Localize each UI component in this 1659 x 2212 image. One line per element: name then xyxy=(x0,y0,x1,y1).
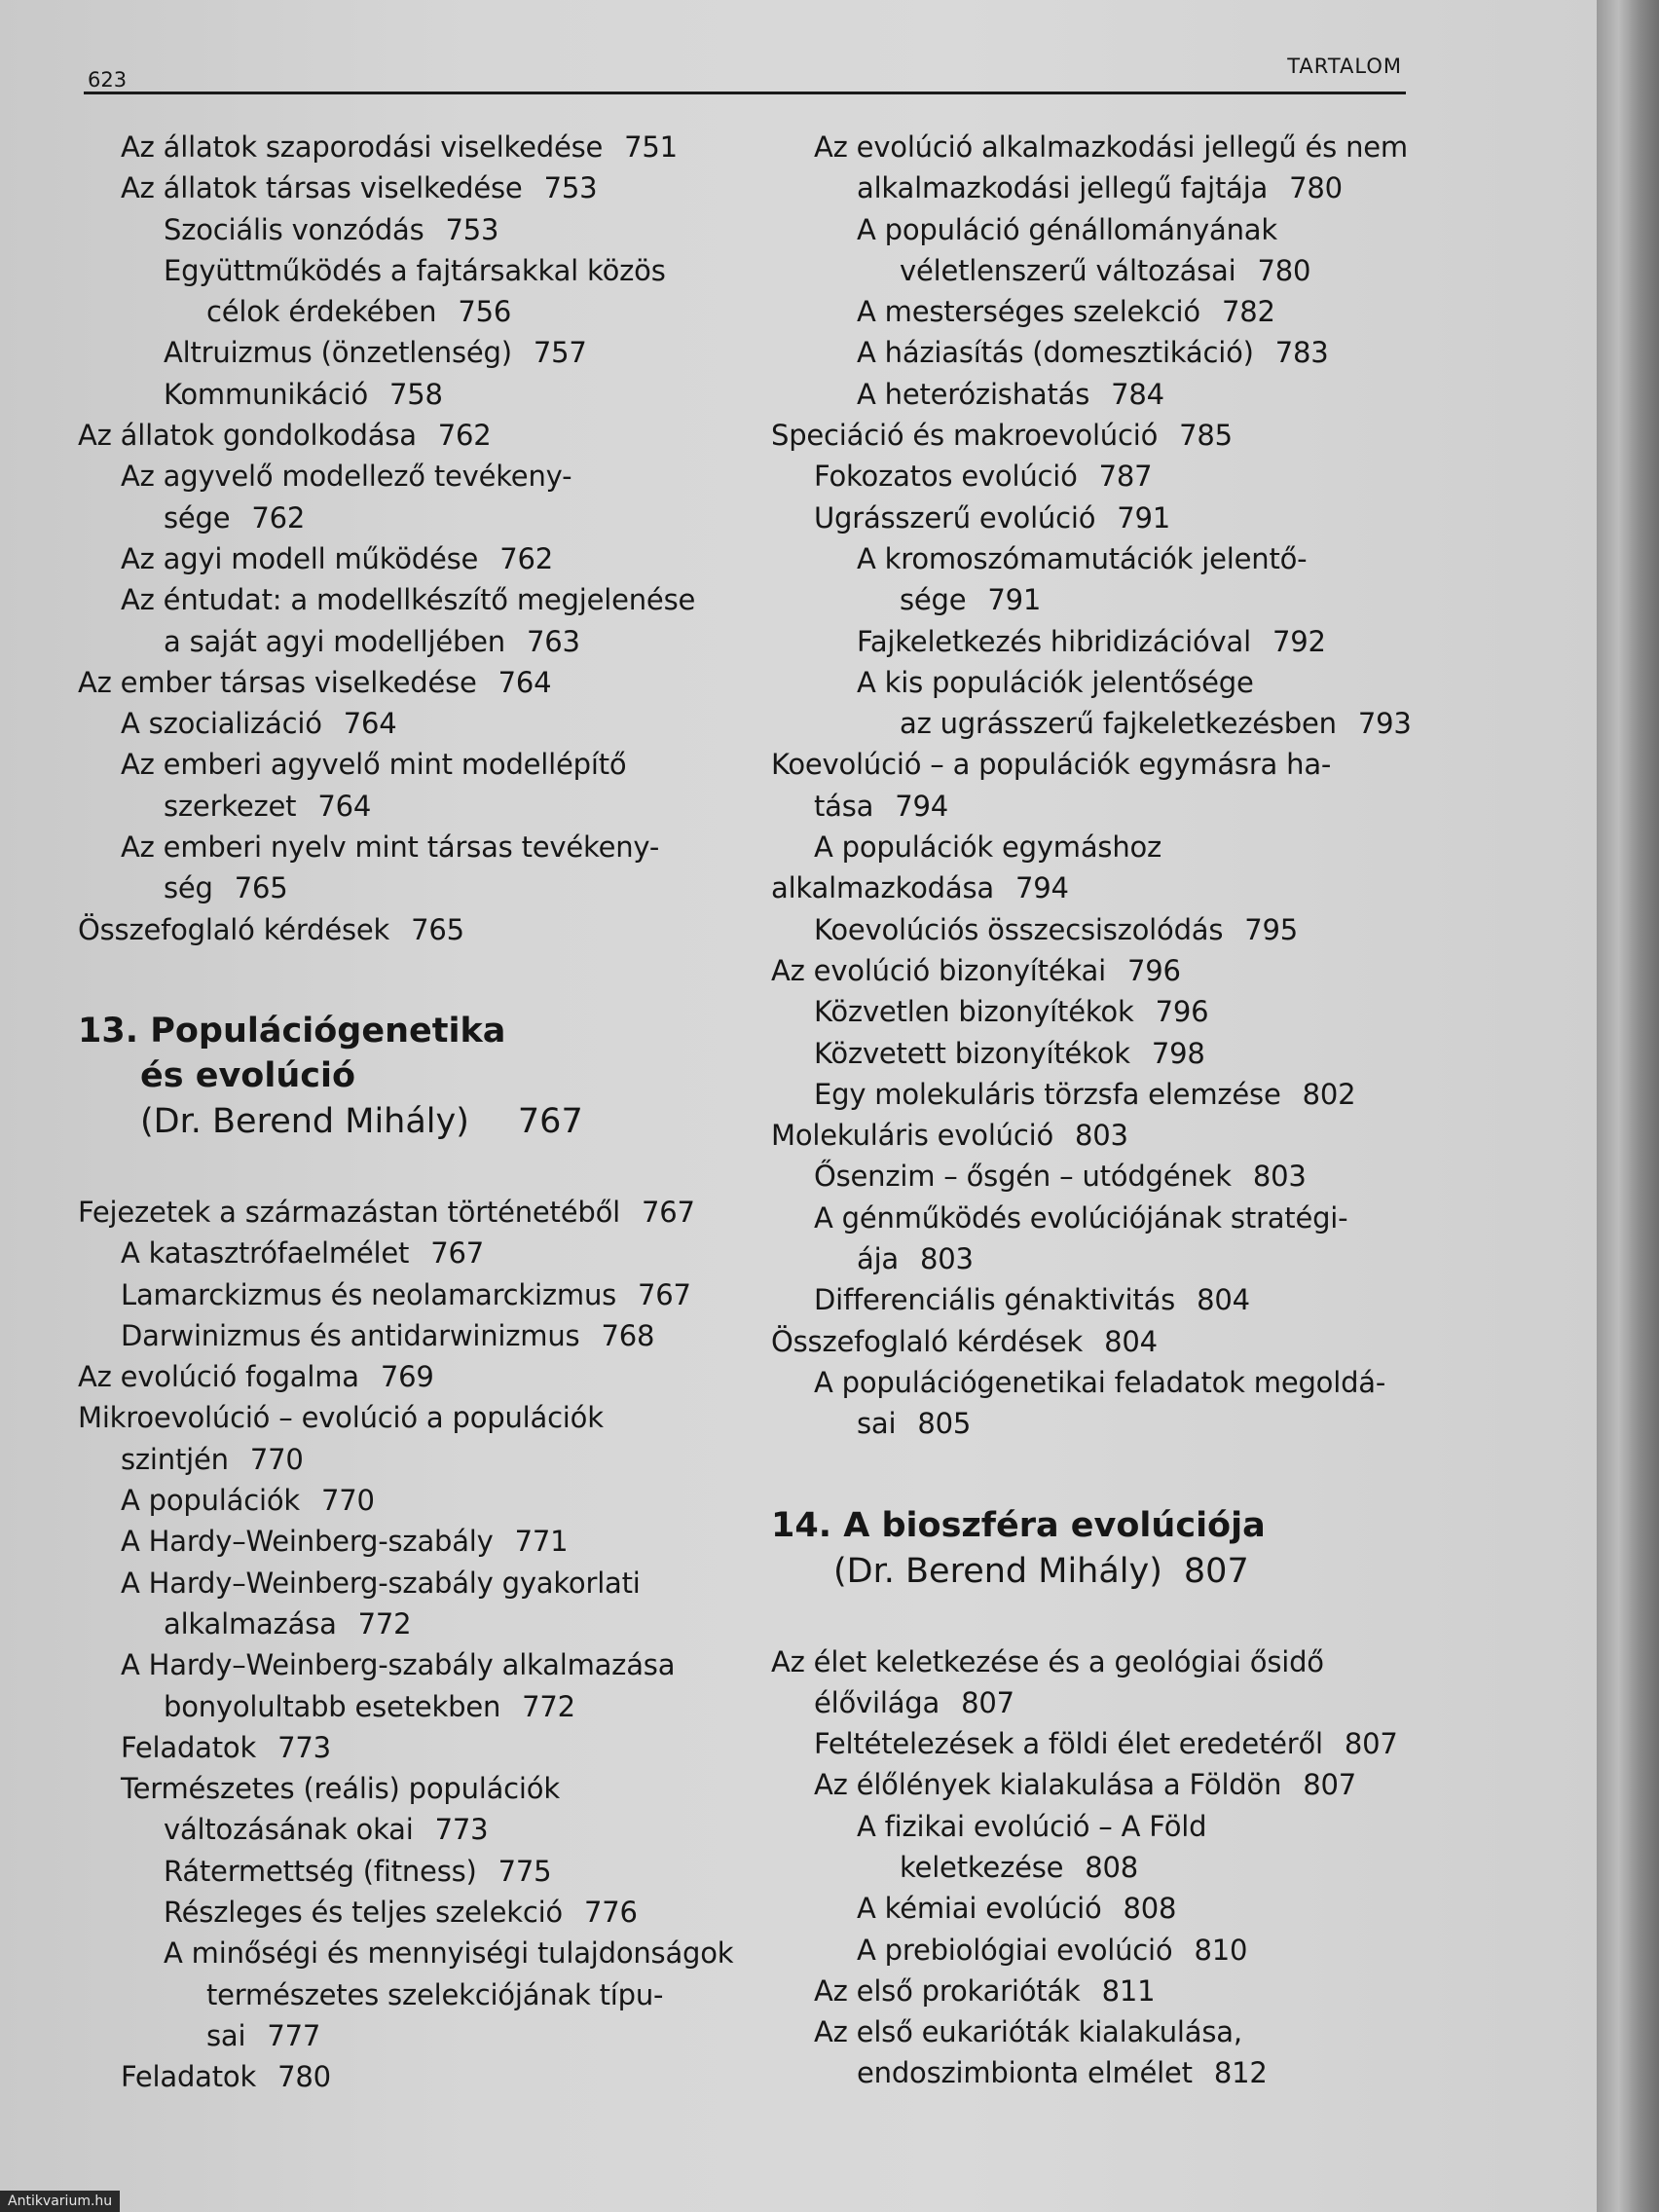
toc-entry-line xyxy=(78,662,759,703)
toc-page-number: 784 xyxy=(1111,377,1164,411)
toc-entry-text: A kromoszómamutációk jelentő- xyxy=(857,541,1308,575)
toc-entry-text: ája xyxy=(857,1242,899,1276)
toc-page-number: 804 xyxy=(1197,1283,1250,1317)
toc-page-number: 782 xyxy=(1221,295,1275,329)
toc-entry-text: Koevolúciós összecsiszolódás xyxy=(814,912,1224,946)
toc-entry-line xyxy=(78,1274,759,1315)
toc-entry-line xyxy=(78,332,759,373)
toc-page-number: 807 xyxy=(1344,1727,1398,1761)
toc-entry-text: A populációgenetikai feladatok megoldá- xyxy=(814,1365,1386,1399)
toc-entry-line xyxy=(771,498,1433,538)
toc-entry-text: az ugrásszerű fajkeletkezésben xyxy=(900,707,1337,741)
toc-entry-text: Darwinizmus és antidarwinizmus xyxy=(121,1318,580,1352)
toc-entry-text: A kis populációk jelentősége xyxy=(857,665,1254,699)
toc-entry-line xyxy=(771,744,1433,785)
toc-page-number: 773 xyxy=(277,1730,331,1764)
chapter-heading-14 xyxy=(771,1503,1433,1595)
toc-entry-line xyxy=(78,456,759,497)
toc-entry-line xyxy=(771,579,1433,620)
toc-entry-line xyxy=(78,415,759,456)
toc-entry-line xyxy=(78,167,759,208)
toc-entry-line xyxy=(771,950,1433,991)
toc-page-number: 803 xyxy=(1252,1160,1307,1194)
toc-page-number: 777 xyxy=(267,2018,321,2052)
toc-entry-text: A prebiológiai evolúció xyxy=(857,1933,1173,1967)
toc-entry-line xyxy=(771,703,1433,744)
toc-entry-text: A mesterséges szelekció xyxy=(857,295,1200,329)
watermark: Antikvarium.hu xyxy=(0,2191,120,2212)
toc-entry-line xyxy=(771,1764,1433,1805)
toc-entry-line xyxy=(78,1851,759,1892)
toc-entry-text: szintjén xyxy=(121,1442,229,1476)
toc-entry-line xyxy=(78,2015,759,2056)
toc-entries-bottom xyxy=(78,1192,759,2098)
toc-entry-text: Feltételezések a földi élet eredetéről xyxy=(814,1727,1323,1761)
toc-entry-line xyxy=(771,1806,1433,1847)
toc-entry-text: Az agyi modell működése xyxy=(121,541,479,575)
toc-page-number: 776 xyxy=(583,1895,638,1929)
toc-entry-line xyxy=(78,744,759,785)
toc-entry-text: véletlenszerű változásai xyxy=(900,253,1236,287)
toc-entries-bottom xyxy=(771,1641,1433,2094)
toc-entry-text: Az élőlények kialakulása a Földön xyxy=(814,1768,1282,1802)
toc-entry-text: Ősenzim – ősgén – utódgének xyxy=(814,1160,1232,1194)
toc-entry-line xyxy=(78,621,759,662)
toc-entry-line xyxy=(771,621,1433,662)
toc-page-number: 770 xyxy=(249,1442,304,1476)
toc-entry-text: A Hardy–Weinberg-szabály alkalmazása xyxy=(121,1648,676,1682)
toc-entry-line xyxy=(771,1723,1433,1764)
toc-entry-text: alkalmazása xyxy=(164,1606,337,1641)
toc-entry-line xyxy=(771,1888,1433,1929)
toc-page-number: 802 xyxy=(1302,1077,1356,1111)
toc-entry-text: szerkezet xyxy=(164,789,297,823)
chapter-number: 13. xyxy=(78,1011,139,1051)
toc-entry-text: A szocializáció xyxy=(121,707,322,741)
toc-page-number: 798 xyxy=(1151,1036,1205,1070)
chapter-heading-13 xyxy=(78,1009,759,1145)
toc-entry-line xyxy=(78,127,759,167)
toc-entry-line xyxy=(78,1974,759,2015)
toc-page-number: 764 xyxy=(317,789,372,823)
toc-page-number: 780 xyxy=(1289,171,1343,205)
toc-entry-line xyxy=(771,1279,1433,1320)
toc-page-number: 805 xyxy=(917,1407,972,1441)
toc-entry-line xyxy=(771,867,1433,908)
toc-entry-line xyxy=(78,579,759,620)
toc-entry-text: Feladatok xyxy=(121,2060,257,2094)
toc-entry-text: Feladatok xyxy=(121,1730,257,1764)
toc-entry-line xyxy=(771,1362,1433,1403)
toc-entry-text: Természetes (reális) populációk xyxy=(121,1772,560,1806)
toc-entry-text: sai xyxy=(206,2018,246,2052)
toc-entry-text: Egy molekuláris törzsfa elemzése xyxy=(814,1077,1281,1111)
toc-entry-text: A Hardy–Weinberg-szabály gyakorlati xyxy=(121,1566,641,1600)
toc-entry-line xyxy=(771,1971,1433,2011)
toc-entry-line xyxy=(771,291,1433,332)
toc-right-column xyxy=(771,127,1433,2094)
toc-entry-text: Rátermettség (fitness) xyxy=(164,1854,477,1888)
toc-page-number: 794 xyxy=(895,789,948,823)
toc-entry-line xyxy=(771,415,1433,456)
toc-entry-line xyxy=(771,662,1433,703)
toc-entry-text: Lamarckizmus és neolamarckizmus xyxy=(121,1277,617,1311)
toc-entry-line xyxy=(78,1397,759,1438)
toc-page-number: 771 xyxy=(514,1525,569,1559)
toc-entry-line xyxy=(78,1604,759,1644)
toc-entry-line xyxy=(771,250,1433,291)
toc-entry-text: alkalmazkodása xyxy=(771,871,994,905)
toc-page-number: 780 xyxy=(277,2060,331,2094)
toc-entry-text: Az első eukarióták kialakulása, xyxy=(814,2015,1242,2049)
toc-page-number: 758 xyxy=(389,377,443,411)
toc-entry-text: A populációk xyxy=(121,1484,300,1518)
toc-entries-top xyxy=(78,127,759,950)
toc-page-number: 768 xyxy=(601,1318,655,1352)
toc-page-number: 773 xyxy=(434,1813,489,1847)
toc-entry-text: Együttműködés a fajtársakkal közös xyxy=(164,253,666,287)
toc-entry-line xyxy=(78,1892,759,1933)
toc-entry-line xyxy=(78,1644,759,1685)
toc-entry-line xyxy=(771,827,1433,867)
toc-page-number: 753 xyxy=(445,212,499,246)
toc-entry-line xyxy=(78,786,759,827)
toc-entry-text: Az emberi nyelv mint társas tevékeny- xyxy=(121,830,660,865)
toc-entry-text: Az állatok társas viselkedése xyxy=(121,171,523,205)
toc-entry-text: A katasztrófaelmélet xyxy=(121,1236,410,1271)
toc-entry-text: Speciáció és makroevolúció xyxy=(771,419,1159,453)
toc-page-number: 764 xyxy=(343,707,397,741)
toc-entry-line xyxy=(771,456,1433,497)
toc-entry-line xyxy=(78,1192,759,1233)
toc-page-number: 772 xyxy=(522,1689,575,1723)
toc-entry-line xyxy=(771,909,1433,950)
chapter-author: (Dr. Berend Mihály) xyxy=(140,1101,469,1141)
toc-entry-text: Az ember társas viselkedése xyxy=(78,665,477,699)
toc-entry-line xyxy=(771,991,1433,1032)
toc-page-number: 767 xyxy=(430,1236,484,1271)
toc-entry-text: Összefoglaló kérdések xyxy=(771,1324,1084,1358)
toc-entry-line xyxy=(771,1074,1433,1115)
toc-page-number: 804 xyxy=(1104,1324,1158,1358)
chapter-title-line2: és evolúció xyxy=(140,1055,356,1095)
toc-entry-text: A populációk egymáshoz xyxy=(814,830,1162,865)
toc-page-number: 769 xyxy=(380,1360,434,1394)
toc-page-number: 812 xyxy=(1213,2056,1268,2090)
toc-page-number: 791 xyxy=(987,583,1042,617)
toc-entry-line xyxy=(78,209,759,250)
toc-entry-text: élővilága xyxy=(814,1685,940,1719)
toc-page-number: 808 xyxy=(1123,1892,1177,1926)
toc-page-number: 808 xyxy=(1085,1850,1139,1884)
toc-entry-text: természetes szelekciójának típu- xyxy=(206,1977,664,2011)
toc-entry-line xyxy=(771,2011,1433,2052)
toc-entry-line xyxy=(78,498,759,538)
toc-entry-line xyxy=(771,332,1433,373)
toc-entry-line xyxy=(771,1238,1433,1279)
toc-entry-text: Az evolúció alkalmazkodási jellegű és nem xyxy=(814,130,1408,164)
toc-entry-line xyxy=(78,1480,759,1521)
toc-page-number: 765 xyxy=(234,871,288,905)
toc-entry-line xyxy=(771,167,1433,208)
toc-page-number: 780 xyxy=(1257,253,1311,287)
toc-entry-text: Az evolúció bizonyítékai xyxy=(771,953,1106,987)
toc-entry-line xyxy=(771,1641,1433,1682)
toc-entry-text: alkalmazkodási jellegű fajtája xyxy=(857,171,1269,205)
toc-page-number: 762 xyxy=(437,419,492,453)
toc-entry-text: sai xyxy=(857,1407,897,1441)
toc-entry-line xyxy=(771,374,1433,415)
toc-entry-line xyxy=(78,1933,759,1973)
toc-entry-text: bonyolultabb esetekben xyxy=(164,1689,501,1723)
page-edge xyxy=(1597,0,1659,2212)
toc-page-number: 762 xyxy=(251,500,306,535)
toc-entry-text: Az agyvelő modellező tevékeny- xyxy=(121,460,572,494)
page-header xyxy=(84,53,1406,94)
toc-entry-line xyxy=(78,1563,759,1604)
toc-entry-line xyxy=(78,703,759,744)
toc-entry-line xyxy=(78,538,759,579)
toc-entry-text: Differenciális génaktivitás xyxy=(814,1283,1176,1317)
toc-entry-line xyxy=(78,1521,759,1562)
toc-entry-line xyxy=(771,1156,1433,1197)
toc-entry-text: Molekuláris evolúció xyxy=(771,1119,1054,1153)
chapter-title-line1: Populációgenetika xyxy=(150,1011,506,1051)
toc-page-number: 783 xyxy=(1274,336,1329,370)
toc-entry-text: ség xyxy=(164,871,213,905)
chapter-author-line xyxy=(771,1548,1433,1595)
toc-entry-line xyxy=(771,1321,1433,1362)
toc-entry-line xyxy=(78,1809,759,1850)
toc-page-number: 794 xyxy=(1014,871,1069,905)
toc-entry-text: Az evolúció fogalma xyxy=(78,1360,359,1394)
chapter-author: (Dr. Berend Mihály) xyxy=(833,1551,1162,1591)
toc-page-number: 793 xyxy=(1357,707,1412,741)
toc-page-number: 751 xyxy=(624,130,678,164)
toc-page-number: 765 xyxy=(411,912,464,946)
chapter-page: 767 xyxy=(517,1101,583,1141)
toc-entry-line xyxy=(78,1315,759,1356)
toc-entry-line xyxy=(78,374,759,415)
toc-page-number: 753 xyxy=(543,171,598,205)
running-head: TARTALOM xyxy=(1287,55,1402,78)
toc-entry-text: célok érdekében xyxy=(206,295,437,329)
toc-page-number: 803 xyxy=(920,1242,974,1276)
toc-entry-line xyxy=(771,1403,1433,1444)
toc-page-number: 772 xyxy=(357,1606,412,1641)
toc-entry-text: Koevolúció – a populációk egymásra ha- xyxy=(771,748,1332,782)
toc-entry-text: Szociális vonzódás xyxy=(164,212,424,246)
toc-entry-text: A háziasítás (domesztikáció) xyxy=(857,336,1254,370)
toc-entry-text: változásának okai xyxy=(164,1813,414,1847)
toc-entry-text: Altruizmus (önzetlenség) xyxy=(164,336,512,370)
toc-entry-text: Az első prokarióták xyxy=(814,1973,1081,2008)
toc-entry-text: Az élet keletkezése és a geológiai ősidő xyxy=(771,1644,1324,1678)
toc-entry-line xyxy=(78,291,759,332)
toc-entry-text: Fejezetek a származástan történetéből xyxy=(78,1195,620,1229)
toc-left-column xyxy=(78,127,759,2097)
toc-page-number: 796 xyxy=(1126,953,1181,987)
toc-entry-text: Közvetlen bizonyítékok xyxy=(814,995,1134,1029)
toc-entry-text: Fajkeletkezés hibridizációval xyxy=(857,624,1251,658)
toc-entry-text: Az állatok szaporodási viselkedése xyxy=(121,130,604,164)
toc-entry-text: Az állatok gondolkodása xyxy=(78,419,417,453)
toc-entry-line xyxy=(78,2056,759,2097)
toc-entry-text: A génműködés evolúciójának stratégi- xyxy=(814,1200,1348,1235)
chapter-title xyxy=(78,1009,759,1098)
toc-entry-line xyxy=(78,1439,759,1480)
toc-entry-line xyxy=(78,1356,759,1397)
toc-page-number: 796 xyxy=(1155,995,1209,1029)
toc-entry-text: Összefoglaló kérdések xyxy=(78,912,390,946)
toc-entries-top xyxy=(771,127,1433,1445)
toc-entry-text: Részleges és teljes szelekció xyxy=(164,1895,563,1929)
toc-entry-text: Az éntudat: a modellkészítő megjelenése xyxy=(121,583,696,617)
toc-page-number: 803 xyxy=(1075,1119,1128,1153)
toc-entry-line xyxy=(771,209,1433,250)
toc-page-number: 807 xyxy=(1303,1768,1357,1802)
toc-page-number: 810 xyxy=(1194,1933,1248,1967)
toc-page-number: 763 xyxy=(527,624,580,658)
toc-entry-text: Fokozatos evolúció xyxy=(814,460,1078,494)
toc-page-number: 757 xyxy=(533,336,587,370)
toc-entry-text: a saját agyi modelljében xyxy=(164,624,505,658)
toc-entry-line xyxy=(771,538,1433,579)
toc-page-number: 785 xyxy=(1179,419,1233,453)
chapter-page: 807 xyxy=(1183,1551,1249,1591)
toc-entry-text: A Hardy–Weinberg-szabály xyxy=(121,1525,494,1559)
toc-page-number: 787 xyxy=(1098,460,1153,494)
toc-entry-line xyxy=(771,1033,1433,1074)
toc-page-number: 764 xyxy=(498,665,552,699)
toc-page-number: 756 xyxy=(458,295,512,329)
toc-entry-text: A populáció génállományának xyxy=(857,212,1277,246)
toc-entry-line xyxy=(78,1768,759,1809)
toc-page-number: 767 xyxy=(638,1277,691,1311)
toc-entry-line xyxy=(771,786,1433,827)
toc-entry-text: Az emberi agyvelő mint modellépítő xyxy=(121,748,627,782)
toc-entry-text: A fizikai evolúció – A Föld xyxy=(857,1809,1207,1843)
toc-entry-line xyxy=(78,1686,759,1727)
toc-page-number: 775 xyxy=(498,1854,552,1888)
toc-entry-text: tása xyxy=(814,789,874,823)
chapter-title-line1: A bioszféra evolúciója xyxy=(843,1505,1266,1545)
toc-entry-text: Kommunikáció xyxy=(164,377,369,411)
chapter-title xyxy=(771,1503,1433,1548)
toc-entry-text: A minőségi és mennyiségi tulajdonságok xyxy=(164,1936,734,1971)
chapter-number: 14. xyxy=(771,1505,832,1545)
toc-entry-line xyxy=(771,2052,1433,2093)
toc-entry-line xyxy=(771,1198,1433,1238)
toc-page-number: 807 xyxy=(961,1685,1014,1719)
toc-page-number: 811 xyxy=(1101,1973,1156,2008)
page-number: 623 xyxy=(88,68,128,92)
toc-entry-text: keletkezése xyxy=(900,1850,1064,1884)
toc-entry-text: A kémiai evolúció xyxy=(857,1892,1102,1926)
toc-entry-line xyxy=(78,909,759,950)
toc-page-number: 762 xyxy=(499,541,553,575)
toc-entry-line xyxy=(771,1930,1433,1971)
toc-entry-line xyxy=(78,1727,759,1768)
toc-entry-text: A heterózishatás xyxy=(857,377,1090,411)
toc-entry-text: Mikroevolúció – evolúció a populációk xyxy=(78,1401,604,1435)
toc-page-number: 792 xyxy=(1272,624,1326,658)
chapter-author-line xyxy=(78,1098,759,1145)
toc-entry-line xyxy=(78,250,759,291)
toc-entry-line xyxy=(771,1847,1433,1888)
toc-entry-line xyxy=(771,1682,1433,1723)
toc-page-number: 791 xyxy=(1117,500,1171,535)
toc-entry-text: Közvetett bizonyítékok xyxy=(814,1036,1130,1070)
toc-entry-line xyxy=(771,1115,1433,1156)
toc-entry-text: sége xyxy=(164,500,231,535)
toc-entry-line xyxy=(78,867,759,908)
toc-page-number: 767 xyxy=(641,1195,695,1229)
toc-page-number: 795 xyxy=(1244,912,1299,946)
toc-entry-text: Ugrásszerű evolúció xyxy=(814,500,1096,535)
toc-entry-text: endoszimbionta elmélet xyxy=(857,2056,1193,2090)
toc-entry-line xyxy=(78,1233,759,1273)
toc-page-number: 770 xyxy=(320,1484,375,1518)
toc-entry-line xyxy=(78,827,759,867)
toc-entry-text: sége xyxy=(900,583,967,617)
toc-entry-line xyxy=(771,127,1433,167)
